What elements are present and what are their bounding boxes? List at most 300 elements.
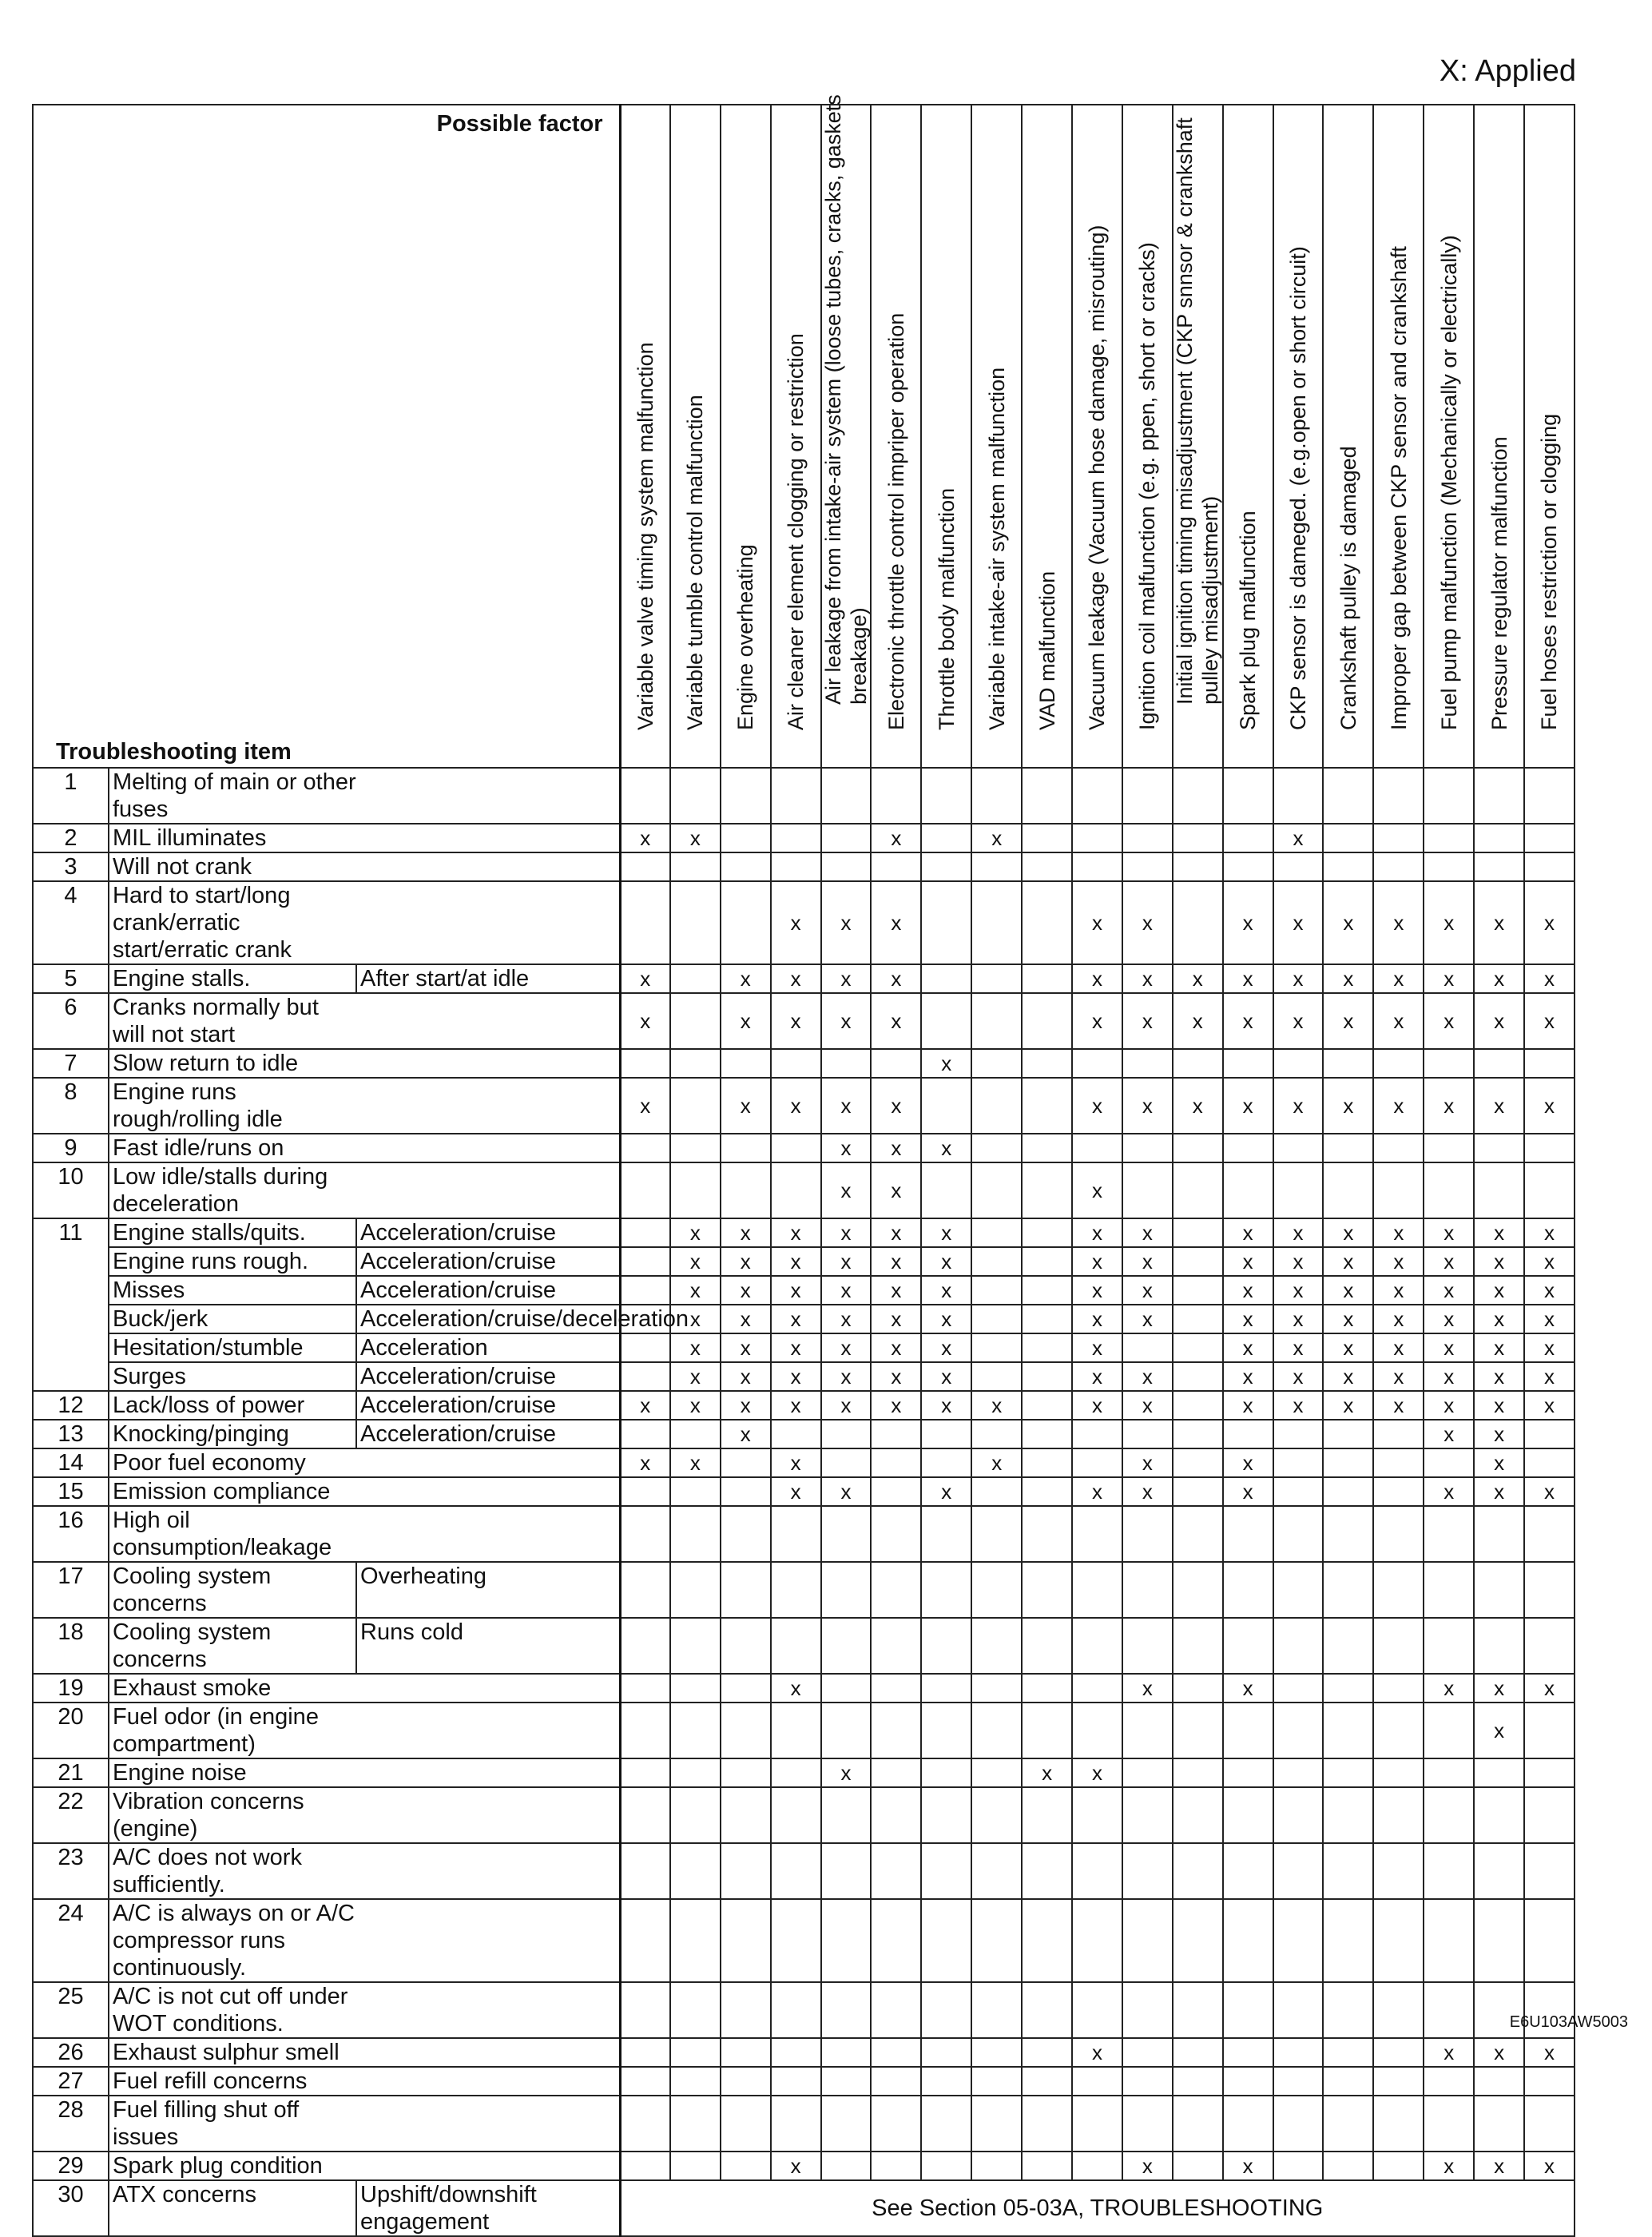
condition xyxy=(356,1982,620,2038)
applied-mark xyxy=(1273,1049,1324,1078)
applied-mark xyxy=(670,1618,721,1674)
applied-mark: x xyxy=(1524,1078,1575,1134)
table-row xyxy=(33,1506,1575,1562)
applied-mark: x xyxy=(1424,1078,1474,1134)
applied-mark xyxy=(971,1787,1022,1843)
applied-mark xyxy=(670,1420,721,1448)
applied-mark: x xyxy=(1223,1391,1273,1420)
factor-header xyxy=(1223,105,1273,768)
applied-mark xyxy=(821,1049,872,1078)
applied-mark xyxy=(1373,1506,1424,1562)
applied-mark: x xyxy=(821,881,872,964)
applied-mark: x xyxy=(771,964,821,993)
applied-mark xyxy=(971,1078,1022,1134)
applied-mark xyxy=(1122,2038,1173,2067)
applied-mark xyxy=(1223,1162,1273,1218)
applied-mark xyxy=(1173,1562,1223,1618)
applied-mark: x xyxy=(1424,1420,1474,1448)
applied-mark xyxy=(721,1049,771,1078)
applied-mark xyxy=(721,881,771,964)
applied-mark xyxy=(1022,1247,1072,1276)
applied-mark xyxy=(1122,768,1173,824)
applied-mark xyxy=(1173,1162,1223,1218)
applied-mark: x xyxy=(1373,1333,1424,1362)
applied-mark xyxy=(1223,1506,1273,1562)
applied-mark: x xyxy=(1022,1758,1072,1787)
applied-mark xyxy=(721,1899,771,1982)
applied-mark xyxy=(971,1506,1022,1562)
applied-mark xyxy=(871,1420,921,1448)
applied-mark xyxy=(1524,1162,1575,1218)
applied-mark: x xyxy=(1223,1448,1273,1477)
applied-mark xyxy=(1474,2096,1524,2152)
table-header-row xyxy=(33,105,1575,768)
applied-mark xyxy=(620,1618,670,1674)
applied-mark: x xyxy=(1524,993,1575,1049)
applied-mark: x xyxy=(1524,1305,1575,1333)
applied-mark xyxy=(1122,1758,1173,1787)
applied-mark xyxy=(620,1843,670,1899)
applied-mark: x xyxy=(1424,1218,1474,1247)
applied-mark xyxy=(1022,1506,1072,1562)
table-row xyxy=(33,1218,1575,1247)
applied-mark: x xyxy=(670,1276,721,1305)
applied-mark xyxy=(1323,1420,1373,1448)
factor-header xyxy=(821,94,872,768)
applied-mark xyxy=(721,2067,771,2096)
troubleshooting-item: Will not crank xyxy=(109,852,356,881)
troubleshooting-item: Hard to start/long crank/erratic start/erratic crank xyxy=(109,881,356,964)
applied-mark xyxy=(771,1618,821,1674)
applied-mark: x xyxy=(821,1362,872,1391)
applied-mark xyxy=(871,1787,921,1843)
applied-mark xyxy=(721,1982,771,2038)
applied-mark xyxy=(1122,852,1173,881)
troubleshooting-item: Hesitation/stumble xyxy=(109,1333,356,1362)
applied-mark xyxy=(1273,1562,1324,1618)
applied-mark: x xyxy=(1424,2038,1474,2067)
applied-mark xyxy=(1323,1562,1373,1618)
row-number: 8 xyxy=(33,1078,109,1134)
applied-mark: x xyxy=(1273,993,1324,1049)
row-number: 25 xyxy=(33,1982,109,2038)
table-row xyxy=(33,1162,1575,1218)
row-number: 10 xyxy=(33,1162,109,1218)
applied-mark xyxy=(921,1982,971,2038)
applied-mark: x xyxy=(1474,881,1524,964)
applied-mark: x xyxy=(921,1218,971,1247)
applied-mark xyxy=(1373,2152,1424,2180)
applied-mark xyxy=(1022,1618,1072,1674)
applied-mark xyxy=(1173,768,1223,824)
applied-mark xyxy=(1022,1787,1072,1843)
applied-mark: x xyxy=(1424,1276,1474,1305)
applied-mark xyxy=(871,768,921,824)
applied-mark xyxy=(1323,1477,1373,1506)
table-row xyxy=(33,2067,1575,2096)
applied-mark xyxy=(1524,852,1575,881)
factor-header xyxy=(921,105,971,768)
applied-mark: x xyxy=(1273,1218,1324,1247)
applied-mark xyxy=(620,1477,670,1506)
applied-mark xyxy=(971,2096,1022,2152)
applied-mark xyxy=(1072,1562,1122,1618)
applied-mark xyxy=(921,2152,971,2180)
applied-mark xyxy=(971,1218,1022,1247)
applied-mark xyxy=(1474,1162,1524,1218)
applied-mark: x xyxy=(620,824,670,852)
troubleshooting-item: Emission compliance xyxy=(109,1477,356,1506)
applied-mark xyxy=(1273,2152,1324,2180)
factor-header xyxy=(1524,105,1575,768)
possible-factor-heading: Possible factor xyxy=(436,111,603,137)
applied-mark xyxy=(971,1049,1022,1078)
row-number: 9 xyxy=(33,1134,109,1162)
troubleshooting-item: Fuel filling shut off issues xyxy=(109,2096,356,2152)
applied-mark: x xyxy=(1223,1078,1273,1134)
applied-mark: x xyxy=(1474,1276,1524,1305)
condition xyxy=(356,2152,620,2180)
applied-mark: x xyxy=(1373,1247,1424,1276)
table-row xyxy=(33,1420,1575,1448)
applied-mark xyxy=(1273,1477,1324,1506)
factor-header xyxy=(771,105,821,768)
table-row xyxy=(33,964,1575,993)
applied-mark xyxy=(670,1899,721,1982)
applied-mark xyxy=(721,1787,771,1843)
applied-mark: x xyxy=(821,1477,872,1506)
applied-mark: x xyxy=(721,964,771,993)
condition: Acceleration xyxy=(356,1333,620,1362)
applied-mark xyxy=(1022,824,1072,852)
applied-mark: x xyxy=(670,1448,721,1477)
applied-mark xyxy=(1022,768,1072,824)
applied-mark xyxy=(1022,1305,1072,1333)
applied-mark xyxy=(1323,1703,1373,1758)
troubleshooting-item: Exhaust sulphur smell xyxy=(109,2038,356,2067)
row-number: 26 xyxy=(33,2038,109,2067)
applied-mark xyxy=(821,1562,872,1618)
applied-mark: x xyxy=(1072,1078,1122,1134)
applied-mark: x xyxy=(721,1218,771,1247)
applied-mark: x xyxy=(1122,1247,1173,1276)
applied-mark xyxy=(1474,768,1524,824)
applied-mark: x xyxy=(871,1134,921,1162)
table-row xyxy=(33,824,1575,852)
applied-mark xyxy=(1072,1448,1122,1477)
applied-mark: x xyxy=(1223,1247,1273,1276)
applied-mark xyxy=(620,1276,670,1305)
applied-mark xyxy=(771,1420,821,1448)
applied-mark xyxy=(721,824,771,852)
applied-mark xyxy=(1323,2067,1373,2096)
applied-mark xyxy=(1173,1477,1223,1506)
applied-mark xyxy=(1173,824,1223,852)
applied-mark: x xyxy=(871,1276,921,1305)
applied-mark xyxy=(1524,1618,1575,1674)
applied-mark xyxy=(1424,1618,1474,1674)
applied-mark xyxy=(1524,1758,1575,1787)
applied-mark xyxy=(1424,852,1474,881)
applied-mark: x xyxy=(1524,881,1575,964)
applied-mark xyxy=(721,1506,771,1562)
applied-mark xyxy=(1323,1134,1373,1162)
applied-mark xyxy=(1273,1758,1324,1787)
applied-mark xyxy=(1223,1758,1273,1787)
applied-mark xyxy=(1022,1333,1072,1362)
applied-mark xyxy=(1173,1333,1223,1362)
table-row xyxy=(33,2180,1575,2236)
factor-label: CKP sensor is dameged. (e.g.open or short circuit) xyxy=(1286,246,1311,730)
applied-mark xyxy=(771,1758,821,1787)
table-row xyxy=(33,2038,1575,2067)
applied-mark: x xyxy=(1122,1218,1173,1247)
applied-mark xyxy=(670,1049,721,1078)
applied-mark xyxy=(921,1162,971,1218)
applied-mark xyxy=(971,1674,1022,1703)
applied-mark: x xyxy=(1474,1703,1524,1758)
troubleshooting-item: Surges xyxy=(109,1362,356,1391)
troubleshooting-item: Lack/loss of power xyxy=(109,1391,356,1420)
applied-mark xyxy=(871,2152,921,2180)
troubleshooting-item: A/C does not work sufficiently. xyxy=(109,1843,356,1899)
applied-mark xyxy=(1373,852,1424,881)
applied-mark: x xyxy=(1122,993,1173,1049)
applied-mark xyxy=(721,1162,771,1218)
applied-mark xyxy=(1273,2067,1324,2096)
applied-mark xyxy=(670,1758,721,1787)
factor-label: Spark plug malfunction xyxy=(1236,511,1261,730)
row-number: 29 xyxy=(33,2152,109,2180)
applied-mark: x xyxy=(1474,1218,1524,1247)
applied-mark: x xyxy=(1524,1477,1575,1506)
applied-mark: x xyxy=(1072,1276,1122,1305)
applied-mark xyxy=(1373,824,1424,852)
table-row xyxy=(33,1982,1575,2038)
applied-mark: x xyxy=(1072,1162,1122,1218)
applied-mark xyxy=(1474,1134,1524,1162)
applied-mark xyxy=(1122,1506,1173,1562)
applied-mark: x xyxy=(1273,1362,1324,1391)
applied-mark xyxy=(670,1078,721,1134)
applied-mark: x xyxy=(1072,1247,1122,1276)
applied-mark: x xyxy=(721,1391,771,1420)
applied-mark xyxy=(1524,1506,1575,1562)
applied-mark xyxy=(670,1162,721,1218)
applied-mark xyxy=(1022,1703,1072,1758)
applied-mark xyxy=(821,1618,872,1674)
applied-mark xyxy=(1122,1787,1173,1843)
applied-mark: x xyxy=(620,1078,670,1134)
row-number xyxy=(33,1305,109,1333)
applied-mark xyxy=(1173,1420,1223,1448)
applied-mark xyxy=(921,964,971,993)
troubleshooting-item: Slow return to idle xyxy=(109,1049,356,1078)
applied-mark xyxy=(670,2038,721,2067)
factor-label: Variable intake-air system malfunction xyxy=(984,367,1009,730)
applied-mark xyxy=(1173,1247,1223,1276)
applied-mark xyxy=(921,1703,971,1758)
applied-mark: x xyxy=(1323,1078,1373,1134)
applied-mark: x xyxy=(1122,1477,1173,1506)
applied-mark xyxy=(721,1674,771,1703)
applied-mark xyxy=(1373,768,1424,824)
applied-mark xyxy=(821,1420,872,1448)
condition: Acceleration/cruise xyxy=(356,1276,620,1305)
applied-mark xyxy=(871,1758,921,1787)
applied-mark: x xyxy=(1273,1333,1324,1362)
applied-mark xyxy=(1022,1078,1072,1134)
applied-mark: x xyxy=(1474,1362,1524,1391)
applied-mark xyxy=(670,881,721,964)
applied-mark xyxy=(1424,768,1474,824)
applied-mark: x xyxy=(721,1420,771,1448)
condition xyxy=(356,1758,620,1787)
applied-mark: x xyxy=(1424,881,1474,964)
applied-mark xyxy=(1273,1674,1324,1703)
applied-mark xyxy=(1373,1787,1424,1843)
applied-mark xyxy=(971,768,1022,824)
troubleshooting-item: ATX concerns xyxy=(109,2180,356,2236)
applied-mark: x xyxy=(771,2152,821,2180)
legend-text: X: Applied xyxy=(1439,54,1576,88)
applied-mark xyxy=(821,768,872,824)
applied-mark xyxy=(721,1134,771,1162)
applied-mark: x xyxy=(821,1134,872,1162)
condition xyxy=(356,1078,620,1134)
applied-mark xyxy=(670,1787,721,1843)
applied-mark: x xyxy=(821,1276,872,1305)
applied-mark xyxy=(1223,2038,1273,2067)
applied-mark: x xyxy=(1424,1305,1474,1333)
applied-mark: x xyxy=(1072,1758,1122,1787)
condition xyxy=(356,2038,620,2067)
row-number: 19 xyxy=(33,1674,109,1703)
applied-mark: x xyxy=(1122,2152,1173,2180)
applied-mark xyxy=(670,1506,721,1562)
applied-mark xyxy=(1524,1448,1575,1477)
applied-mark: x xyxy=(871,1333,921,1362)
applied-mark xyxy=(1173,1362,1223,1391)
applied-mark xyxy=(771,768,821,824)
factor-label: Variable tumble control malfunction xyxy=(683,395,708,730)
applied-mark xyxy=(871,1049,921,1078)
applied-mark: x xyxy=(620,1448,670,1477)
applied-mark: x xyxy=(1474,1305,1524,1333)
applied-mark xyxy=(1524,1562,1575,1618)
applied-mark: x xyxy=(771,1276,821,1305)
applied-mark xyxy=(971,1247,1022,1276)
table-row xyxy=(33,1787,1575,1843)
applied-mark: x xyxy=(1424,993,1474,1049)
applied-mark xyxy=(921,1420,971,1448)
applied-mark: x xyxy=(921,1333,971,1362)
applied-mark xyxy=(1474,1049,1524,1078)
condition xyxy=(356,881,620,964)
applied-mark xyxy=(1424,2067,1474,2096)
row-number: 5 xyxy=(33,964,109,993)
applied-mark xyxy=(1173,1448,1223,1477)
applied-mark xyxy=(1072,2152,1122,2180)
troubleshooting-item: Engine noise xyxy=(109,1758,356,1787)
applied-mark: x xyxy=(1424,1333,1474,1362)
applied-mark xyxy=(821,2038,872,2067)
applied-mark: x xyxy=(721,1305,771,1333)
factor-header xyxy=(1022,105,1072,768)
applied-mark xyxy=(1323,852,1373,881)
applied-mark xyxy=(871,1843,921,1899)
applied-mark: x xyxy=(1323,1391,1373,1420)
applied-mark: x xyxy=(670,1362,721,1391)
applied-mark xyxy=(1524,1899,1575,1982)
applied-mark xyxy=(1072,1982,1122,2038)
applied-mark: x xyxy=(1223,1477,1273,1506)
applied-mark xyxy=(1072,1703,1122,1758)
applied-mark xyxy=(921,1078,971,1134)
applied-mark xyxy=(1273,1843,1324,1899)
applied-mark xyxy=(1072,768,1122,824)
applied-mark xyxy=(1223,1899,1273,1982)
applied-mark: x xyxy=(1474,1333,1524,1362)
applied-mark xyxy=(1022,1162,1072,1218)
applied-mark xyxy=(1474,1618,1524,1674)
applied-mark xyxy=(1424,1703,1474,1758)
applied-mark xyxy=(871,1448,921,1477)
applied-mark xyxy=(1173,1391,1223,1420)
applied-mark xyxy=(1022,1049,1072,1078)
row-number xyxy=(33,1333,109,1362)
applied-mark xyxy=(620,1420,670,1448)
factor-header xyxy=(1173,105,1223,768)
applied-mark xyxy=(1323,1162,1373,1218)
applied-mark: x xyxy=(1072,1391,1122,1420)
condition xyxy=(356,1448,620,1477)
applied-mark xyxy=(1223,1562,1273,1618)
applied-mark xyxy=(721,768,771,824)
applied-mark xyxy=(771,1843,821,1899)
applied-mark xyxy=(1072,1787,1122,1843)
table-row xyxy=(33,1305,1575,1333)
applied-mark xyxy=(921,1448,971,1477)
applied-mark: x xyxy=(1474,1420,1524,1448)
applied-mark: x xyxy=(971,1391,1022,1420)
applied-mark xyxy=(1524,1049,1575,1078)
applied-mark xyxy=(1022,2152,1072,2180)
applied-mark xyxy=(1122,1618,1173,1674)
applied-mark xyxy=(1424,1843,1474,1899)
applied-mark xyxy=(1273,1618,1324,1674)
table-row xyxy=(33,2096,1575,2152)
applied-mark xyxy=(821,1703,872,1758)
factor-label: Pressure regulator malfunction xyxy=(1487,436,1511,730)
factor-label: Throttle body malfunction xyxy=(934,487,959,730)
applied-mark xyxy=(1474,1758,1524,1787)
troubleshooting-item: Engine stalls. xyxy=(109,964,356,993)
applied-mark: x xyxy=(1323,1247,1373,1276)
applied-mark xyxy=(1022,1899,1072,1982)
applied-mark: x xyxy=(871,993,921,1049)
applied-mark xyxy=(1524,2067,1575,2096)
applied-mark: x xyxy=(1273,1391,1324,1420)
applied-mark xyxy=(620,1562,670,1618)
applied-mark xyxy=(1323,1982,1373,2038)
applied-mark xyxy=(1323,1899,1373,1982)
applied-mark xyxy=(1122,1843,1173,1899)
applied-mark xyxy=(1122,1420,1173,1448)
applied-mark: x xyxy=(821,1305,872,1333)
troubleshooting-item: Buck/jerk xyxy=(109,1305,356,1333)
applied-mark xyxy=(1072,1843,1122,1899)
